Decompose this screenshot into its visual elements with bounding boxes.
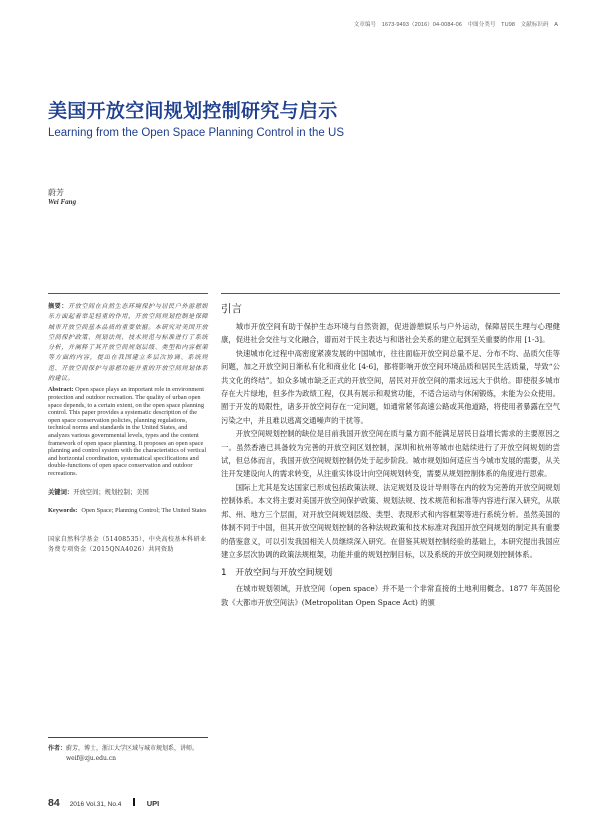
keywords-chinese (48, 488, 208, 497)
volume-info: 2016 Vol.31, No.4 (69, 801, 122, 808)
body-column (221, 302, 560, 609)
author-info (48, 737, 208, 764)
section-1-heading: 1 开放空间与开放空间规划 (221, 568, 333, 579)
title-english: Learning from the Open Space Planning Control in the US (48, 127, 344, 139)
paragraph: 快速城市化过程中高密度紧凑发展的中国城市，往往面临开放空间总量不足、分布不均、品质欠佳等问题，加之开放空间日渐私有化和商业化 [4-6]，都将影响开放空间环境品质和居民生活质量，导致“公共文化的终结”。如众多城市缺乏正式的开放空间，居民对开放空间的需求远远大于供给。即使很多城市存在大片绿地，但多作为政绩工程，仅具有展示和观赏功能，不适合运动与休闲锻炼，未能为公众使用。囿于开发的局限性，诸多开放空间存在一定问题，如通常紧邻高速公路或其他道路，将使用者暴露在空气污染之中，并且难以逃离交通噪声的干扰等。 (221, 348, 560, 425)
journal-logo: UPI (146, 799, 160, 808)
abstract-column (48, 302, 208, 555)
author-chinese: 蔚芳 (48, 188, 64, 197)
keywords-chinese-text: 开放空间；规划控制；美国 (73, 488, 149, 496)
abstract-english-text: Open space plays an important role in environment protection and outdoor recreation. The quality of urban open space depends, to a certain extent, on the open space planning control. This paper provides a systematic description of the open space conservation policies, planning regulations, technical norms and standards in the United States, and analyzes various governmental levels, types and the content framework of open space planning. It proposes an open space planning and control system with the characteristics of vertical and horizontal coordination, systematical specifications and double-functions of open space conservation and outdoor recreations. (48, 386, 207, 477)
keywords-english-text: Open Space; Planning Control; The United States (81, 506, 207, 514)
keywords-english-label: Keywords: (48, 506, 78, 514)
paragraph: 在城市规划领域，开放空间（open space）并不是一个非常直接的土地利用概念。1877 年英国伦敦《大都市开放空间法》(Metropolitan Open Space Act) 的颁 (221, 584, 560, 607)
abstract-chinese-text: 开放空间在自然生态环境保护与居民户外游憩娱乐方面起着举足轻重的作用，开放空间规划控制是保障城市开放空间基本品质的重要依据。本研究对美国开放空间保护政策、规划法规、技术规范与标准进行了系统分析，并阐释了其开放空间规划层级、类型和内容框架等方面的内容，提出在我国建立多层次协调、系统规范、开放空间保护与游憩功能并重的开放空间规划体系的建议。 (48, 303, 209, 383)
abstract-english-label: Abstract: (48, 386, 74, 394)
title-chinese: 美国开放空间规划控制研究与启示 (48, 100, 338, 122)
keywords-english (48, 507, 208, 515)
author-english: Wei Fang (48, 198, 77, 206)
left-column-rule (48, 293, 208, 294)
author-info-label: 作者： (48, 745, 67, 752)
abstract-chinese (48, 302, 208, 384)
page-number: 84 (48, 797, 60, 809)
page-footer (48, 797, 159, 809)
intro-heading: 引言 (221, 303, 242, 315)
abstract-chinese-label: 摘要： (48, 303, 69, 310)
author-info-text: 蔚芳，博士，浙江大学区域与城市规划系，讲师。weif@zju.edu.cn (66, 745, 199, 762)
article-meta: 文章编号 1673-9493（2016）04-0084-06 中图分类号 TU98 文献标识码 A (353, 22, 558, 28)
separator-bar (133, 798, 134, 806)
right-column-rule (221, 293, 560, 294)
paragraph: 城市开放空间有助于保护生态环境与自然资源，促进游憩娱乐与户外运动，保障居民生理与心理健康，促进社会交往与文化融合，谱而对于民主表达与和谐社会关系的建立起到至关重要的作用 [1-3]。 (221, 322, 560, 345)
paragraph: 开放空间规划控制的缺位是目前我国开放空间在质与量方面不能满足居民日益增长需求的主要原因之一。虽然香港已具备较为完善的开放空间区划控制，深圳和杭州等城市也陆续进行了开放空间规划的尝试，但总体而言，我国开放空间规划控制仍处于起步阶段。城市规划如何适应当今城市发展的需要，从关注开发建设向人的需求转变，从注重实体设计向空间规划转变，需要从规划控制体系的角度进行思索。 (221, 429, 560, 479)
funding-note: 国家自然科学基金（51408535），中央高校基本科研业务费专项资金（2015QNA4026）共同资助 (48, 535, 207, 553)
abstract-english (48, 386, 208, 477)
paragraph: 国际上尤其是发达国家已形成包括政策法规、法定规划及设计导则等在内的较为完善的开放空间规划控制体系。本文将主要对美国开放空间保护政策、规划法规、技术规范和标准等内容进行深入研究，从联邦、州、地方三个层面，对开放空间规划层级、类型、表现形式和内容框架等进行系统分析。虽然美国的体制不同于中国，但其开放空间规划控制的各种法规政策和技术标准对我国开放空间规划的制定具有重要的借鉴意义，可以引发我国相关人员继续深入研究。在借鉴其规划控制经验的基础上，本研究提出我国应建立多层次协调的政策法规框架，功能并重的规划控制目标，以及系统的开放空间规划控制体系。 (221, 482, 560, 559)
keywords-chinese-label: 关键词： (48, 488, 74, 496)
